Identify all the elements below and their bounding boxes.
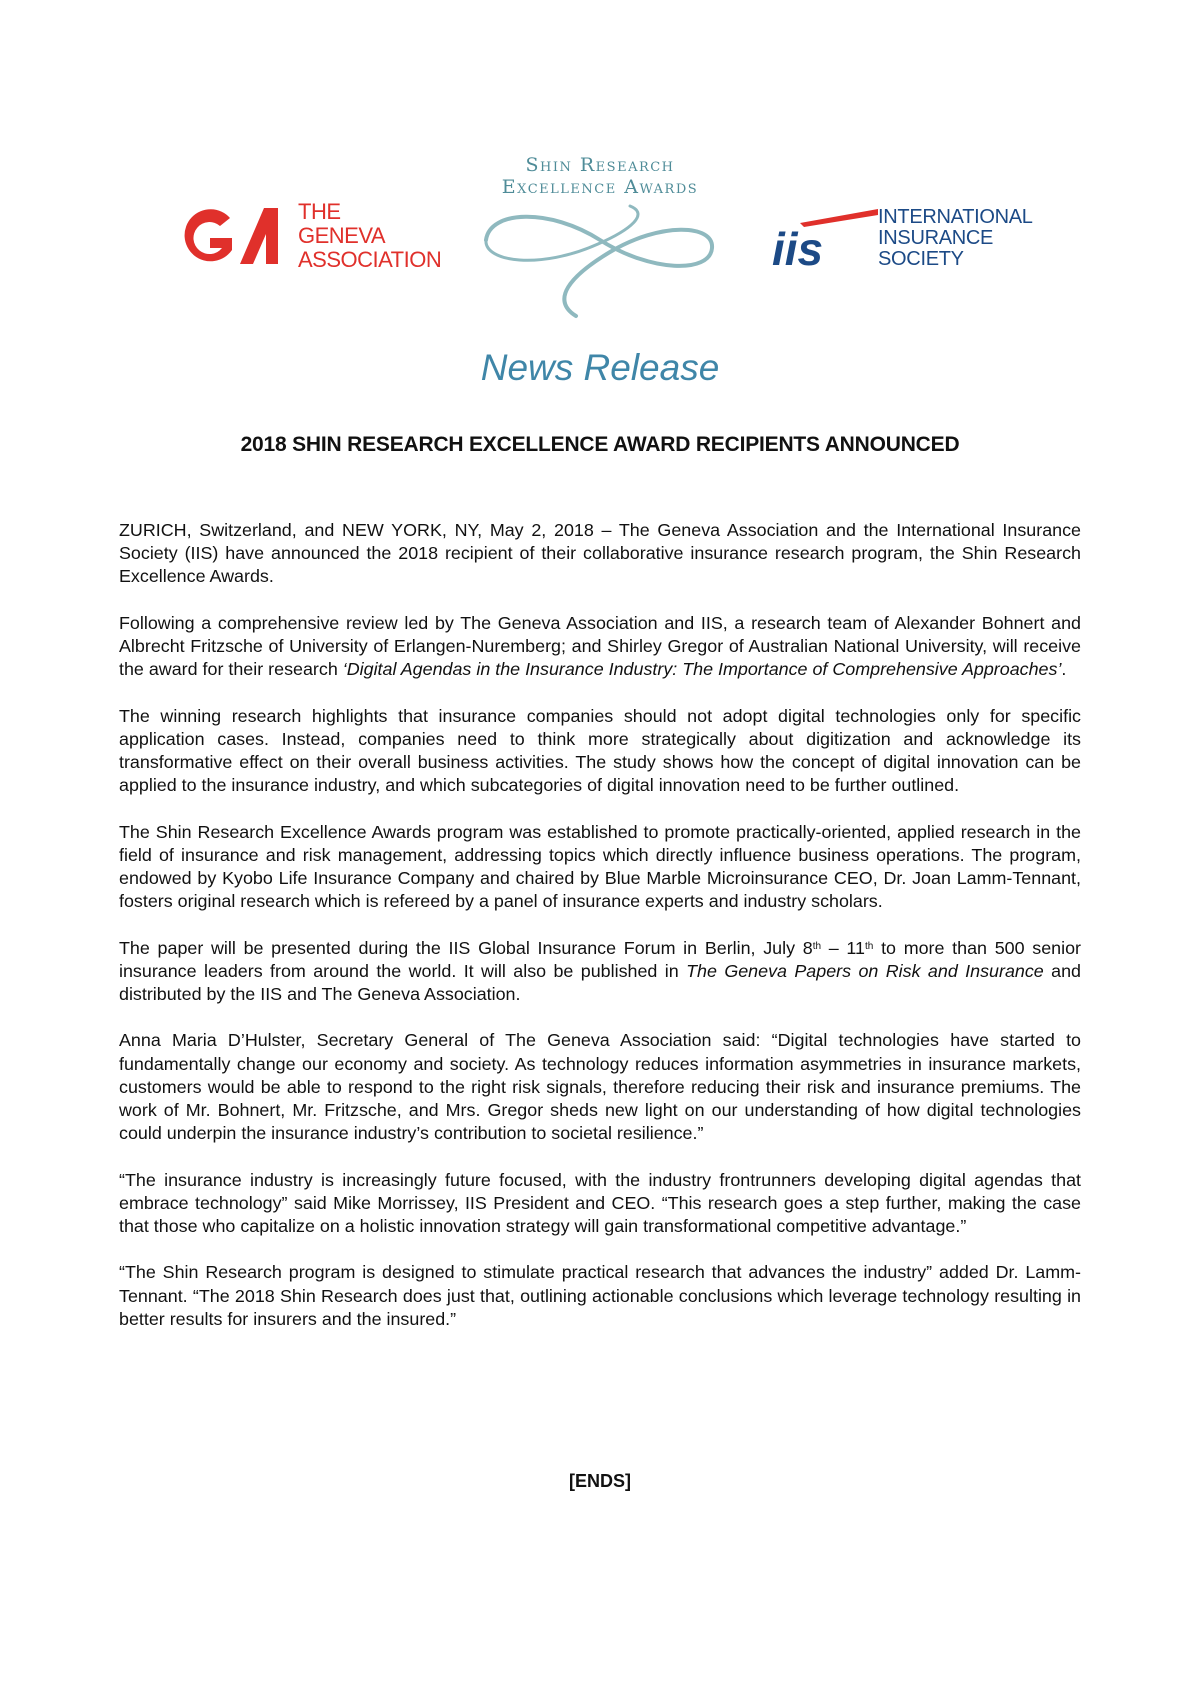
press-body xyxy=(119,519,1081,1354)
iis-logo xyxy=(770,205,1040,275)
paragraph-3: The winning research highlights that insurance companies should not adopt digital technologies only for specific application cases. Instead, companies need to think more strategically about digitization and acknowledge its transformative effect on their overall business activities. The study shows how the concept of digital innovation can be applied to the insurance industry, and which subcategories of digital innovation need to be further outlined. xyxy=(119,705,1081,796)
paragraph-5-text-a: The paper will be presented during the IIS Global Insurance Forum in Berlin, July 8 xyxy=(119,937,813,958)
iis-line-1: INTERNATIONAL xyxy=(878,206,1033,228)
paragraph-2-end: . xyxy=(1061,659,1067,680)
shin-logo-line-2: Excellence Awards xyxy=(501,176,699,198)
geneva-line-2: GENEVA xyxy=(298,223,386,248)
shin-logo-line-1: Shin Research xyxy=(525,154,675,176)
paragraph-2 xyxy=(119,612,1081,682)
press-headline: 2018 SHIN RESEARCH EXCELLENCE AWARD RECIPIENTS ANNOUNCED xyxy=(240,433,960,456)
paragraph-7: “The insurance industry is increasingly future focused, with the industry frontrunners developing digital agendas that embrace technology” said Mike Morrissey, IIS President and CEO. “This research goes a step further, making the case that those who capitalize on a holistic innovation strategy will gain transformational competitive advantage.” xyxy=(119,1169,1081,1236)
paragraph-1: ZURICH, Switzerland, and NEW YORK, NY, May 2, 2018 – The Geneva Association and the International Insurance Society (IIS) have announced the 2018 recipient of their collaborative insurance research program, the Shin Research Excellence Awards. xyxy=(119,520,1081,587)
research-title: ‘Digital Agendas in the Insurance Industry: The Importance of Comprehensive Approaches’ xyxy=(342,659,1062,680)
paragraph-5 xyxy=(119,937,1081,1007)
ends-marker: [ENDS] xyxy=(569,1471,631,1491)
paragraph-4: The Shin Research Excellence Awards program was established to promote practically-oriented, applied research in the field of insurance and risk management, addressing topics which directly influence business operations. The program, endowed by Kyobo Life Insurance Company and chaired by Blue Marble Microinsurance CEO, Dr. Joan Lamm-Tennant, fosters original research which is refereed by a panel of insurance experts and industry scholars. xyxy=(119,821,1081,912)
superscript-th-1: th xyxy=(812,940,822,952)
shin-swirl-icon xyxy=(480,200,720,320)
geneva-line-3: ASSOCIATION xyxy=(298,247,442,272)
geneva-line-1: THE xyxy=(298,199,341,224)
paragraph-6: Anna Maria D’Hulster, Secretary General of The Geneva Association said: “Digital technologies have started to fundamentally change our economy and society. As technology reduces information asymmetries in insurance markets, customers would be able to respond to the right risk signals, therefore reducing their risk and insurance premiums. The work of Mr. Bohnert, Mr. Fritzsche, and Mrs. Gregor sheds new light on our understanding of how digital technologies could underpin the insurance industry’s contribution to societal resilience.” xyxy=(119,1030,1081,1144)
iis-line-3: SOCIETY xyxy=(878,248,964,270)
shin-research-logo xyxy=(470,150,730,320)
paragraph-2-text: Following a comprehensive review led by The Geneva Association and IIS, a research team of Alexander Bohnert and Albrecht Fritzsche of University of Erlangen-Nuremberg; and Shirley Gregor of Australian National University, will receive the award for their research xyxy=(119,612,1081,680)
iis-line-2: INSURANCE xyxy=(878,227,994,249)
geneva-association-wordmark xyxy=(298,200,441,272)
news-release-title: News Release xyxy=(480,347,720,388)
iis-mark-text: iis xyxy=(772,223,824,271)
geneva-association-logo xyxy=(178,198,448,278)
journal-title: The Geneva Papers on Risk and Insurance xyxy=(686,960,1044,981)
paragraph-5-text-b: – 11 xyxy=(821,937,866,958)
superscript-th-2: th xyxy=(865,940,874,952)
iis-wordmark xyxy=(878,207,1033,270)
paragraph-5-text-c: to more than 500 senior insurance leaders from around the world. It will also be published in xyxy=(119,937,1081,981)
paragraph-8: “The Shin Research program is designed to stimulate practical research that advances the industry” added Dr. Lamm-Tennant. “The 2018 Shin Research does just that, outlining actionable conclusions which leverage technology resulting in better results for insurers and the insured.” xyxy=(119,1262,1081,1329)
geneva-association-mark-icon xyxy=(178,204,288,270)
iis-mark-icon xyxy=(770,209,880,271)
paragraph-5-text-d: and distributed by the IIS and The Geneva Association. xyxy=(119,960,1081,1004)
